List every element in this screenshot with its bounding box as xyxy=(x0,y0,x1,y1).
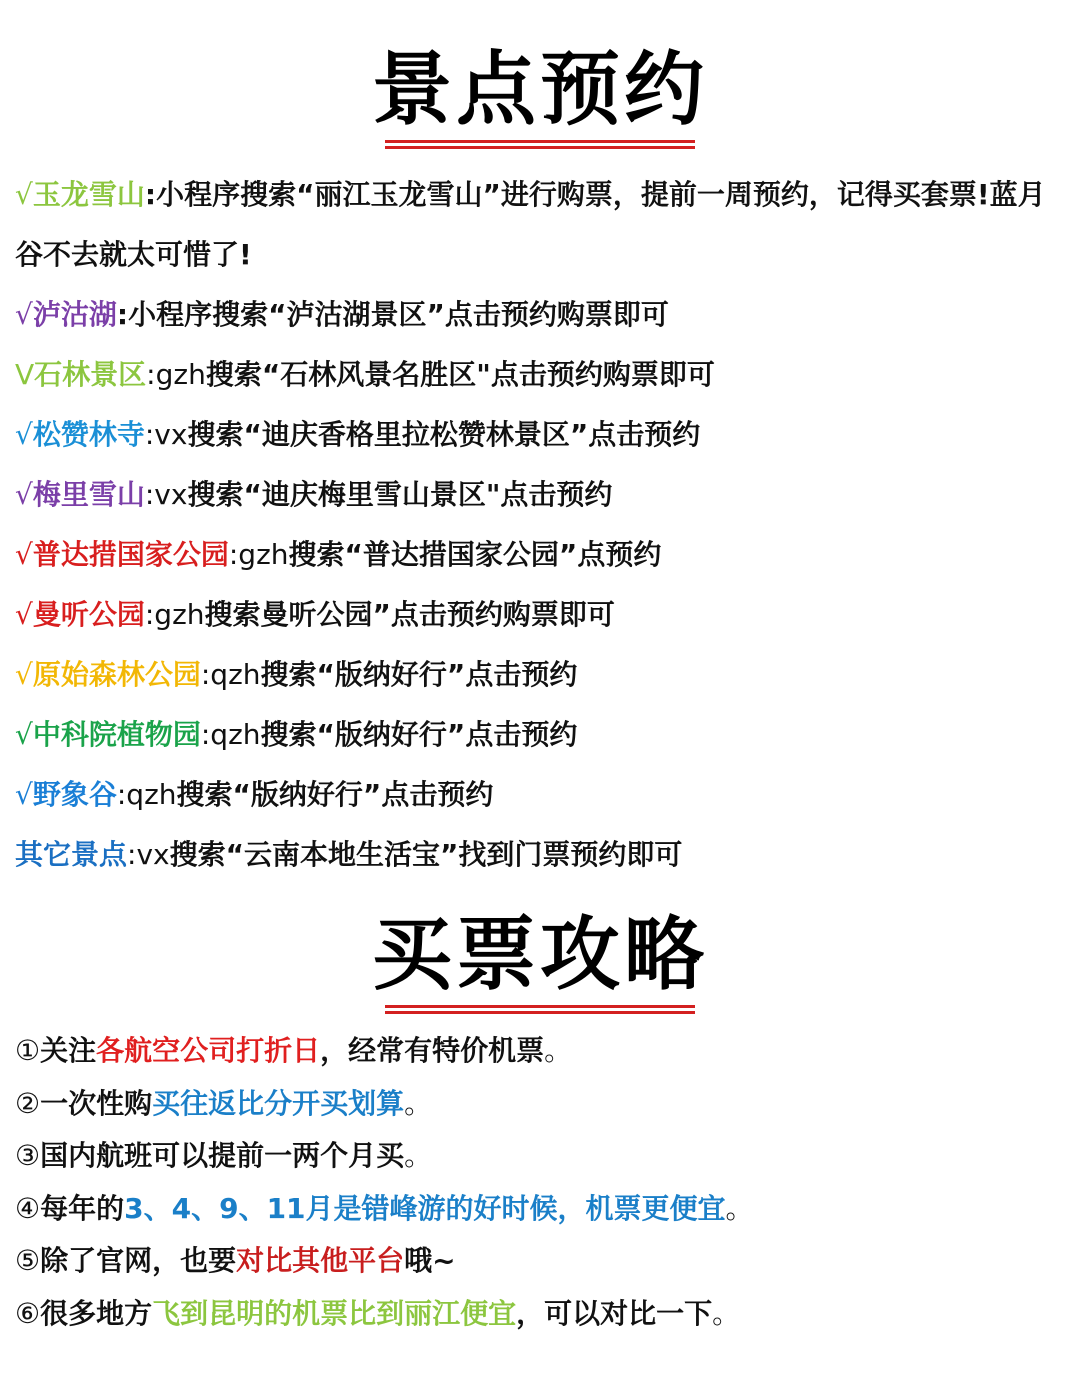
tip-number: ⑥ xyxy=(15,1296,41,1330)
tip-item xyxy=(15,1130,1065,1183)
tip-text: 关注 xyxy=(40,1034,97,1067)
tip-item xyxy=(15,1078,1065,1131)
tip-item xyxy=(15,1235,1065,1288)
tip-highlight: 对比其他平台 xyxy=(236,1244,405,1277)
page-title: 景点预约 xyxy=(372,43,708,136)
tip-number: ② xyxy=(15,1086,41,1120)
booking-instruction: 搜索“迪庆梅里雪山景区"点击预约 xyxy=(187,478,613,511)
check-mark-icon: √ xyxy=(15,718,33,751)
attraction-item xyxy=(15,405,1065,465)
tip-text: 除了官网，也要 xyxy=(40,1244,237,1277)
separator: : xyxy=(116,778,127,811)
separator: : xyxy=(228,538,239,571)
tip-text: 一次性购 xyxy=(40,1086,153,1120)
tip-punctuation: 。 xyxy=(725,1191,754,1225)
tip-punctuation: 。 xyxy=(404,1086,433,1120)
separator: : xyxy=(116,298,129,331)
tip-punctuation: 。 xyxy=(712,1296,741,1330)
attraction-item xyxy=(15,585,1065,645)
separator: : xyxy=(200,718,211,751)
attraction-item xyxy=(15,705,1065,765)
tips-list xyxy=(15,1025,1065,1340)
section-header-attraction-booking xyxy=(0,40,1080,149)
platform-abbrev: qzh xyxy=(210,718,261,751)
tip-text: 国内航班可以提前一两个月买 xyxy=(40,1139,405,1172)
tip-number: ④ xyxy=(15,1191,41,1225)
attraction-item xyxy=(15,645,1065,705)
tip-item xyxy=(15,1183,1065,1236)
attraction-name: 泸沽湖 xyxy=(32,298,117,331)
attraction-name: 野象谷 xyxy=(32,778,117,811)
attraction-name: 石林景区 xyxy=(34,358,147,391)
check-mark-icon: √ xyxy=(15,538,33,571)
tip-number: ③ xyxy=(15,1139,41,1172)
check-mark-icon: √ xyxy=(15,478,33,511)
attraction-name: 松赞林寺 xyxy=(32,418,145,451)
separator: : xyxy=(144,178,157,211)
tip-text: ，经常有特价机票 xyxy=(320,1034,545,1067)
tip-number: ⑤ xyxy=(15,1244,41,1277)
tip-text: 哦~ xyxy=(404,1244,456,1277)
tip-highlight: 3、4、9、11月是错峰游的好时候，机票更便宜 xyxy=(124,1191,726,1225)
booking-instruction: 搜索“版纳好行”点击预约 xyxy=(260,718,578,751)
booking-instruction: 搜索“版纳好行”点击预约 xyxy=(176,778,494,811)
tip-item xyxy=(15,1025,1065,1078)
tip-highlight: 各航空公司打折日 xyxy=(96,1034,321,1067)
attraction-list xyxy=(15,165,1065,885)
title-underline xyxy=(385,140,695,149)
separator: : xyxy=(144,478,155,511)
attraction-item xyxy=(15,765,1065,825)
check-mark-icon: √ xyxy=(15,418,33,451)
attraction-name: 其它景点 xyxy=(15,838,128,871)
platform-abbrev: gzh xyxy=(238,538,289,571)
platform-abbrev: gzh xyxy=(154,598,205,631)
booking-instruction: 搜索“普达措国家公园”点预约 xyxy=(288,538,662,571)
tip-text: ，可以对比一下 xyxy=(516,1296,713,1330)
tip-punctuation: 。 xyxy=(404,1139,433,1172)
attraction-item xyxy=(15,165,1065,285)
check-mark-icon: √ xyxy=(15,298,33,331)
separator: : xyxy=(146,358,156,391)
separator: : xyxy=(127,838,137,871)
booking-instruction: 搜索曼听公园”点击预约购票即可 xyxy=(204,598,615,631)
platform-abbrev: qzh xyxy=(126,778,177,811)
platform-abbrev: qzh xyxy=(210,658,261,691)
tip-highlight: 飞到昆明的机票比到丽江便宜 xyxy=(152,1296,517,1330)
separator: : xyxy=(144,418,155,451)
booking-instruction: 小程序搜索“丽江玉龙雪山”进行购票，提前一周预约，记得买套票!蓝月谷不去就太可惜了! xyxy=(15,178,1046,271)
section-title: 买票攻略 xyxy=(372,908,708,1001)
attraction-item xyxy=(15,525,1065,585)
booking-instruction: 搜索“迪庆香格里拉松赞林景区”点击预约 xyxy=(187,418,701,451)
platform-abbrev: vx xyxy=(154,478,188,511)
title-underline xyxy=(385,1005,695,1014)
platform-abbrev: vx xyxy=(154,418,188,451)
attraction-name: 玉龙雪山 xyxy=(32,178,145,211)
separator: : xyxy=(200,658,211,691)
check-mark-icon: V xyxy=(15,358,35,391)
section-header-ticket-tips xyxy=(0,905,1080,1014)
attraction-name: 普达措国家公园 xyxy=(32,538,229,571)
platform-abbrev: vx xyxy=(136,838,170,871)
tip-item xyxy=(15,1288,1065,1341)
tip-highlight: 买往返比分开买划算 xyxy=(152,1086,405,1120)
booking-instruction: 搜索“云南本地生活宝”找到门票预约即可 xyxy=(169,838,683,871)
attraction-name: 曼听公园 xyxy=(32,598,145,631)
attraction-item xyxy=(15,465,1065,525)
booking-instruction: 小程序搜索“泸沽湖景区”点击预约购票即可 xyxy=(128,298,669,331)
separator: : xyxy=(144,598,155,631)
check-mark-icon: √ xyxy=(15,178,33,211)
tip-number: ① xyxy=(15,1034,41,1067)
check-mark-icon: √ xyxy=(15,778,33,811)
attraction-name: 梅里雪山 xyxy=(32,478,145,511)
tip-text: 很多地方 xyxy=(40,1296,153,1330)
attraction-name: 原始森林公园 xyxy=(32,658,201,691)
attraction-item xyxy=(15,825,1065,885)
tip-punctuation: 。 xyxy=(544,1034,573,1067)
attraction-name: 中科院植物园 xyxy=(32,718,201,751)
booking-instruction: 搜索“版纳好行”点击预约 xyxy=(260,658,578,691)
booking-instruction: 搜索“石林风景名胜区"点击预约购票即可 xyxy=(205,358,715,391)
platform-abbrev: gzh xyxy=(155,358,206,391)
tip-text: 每年的 xyxy=(40,1191,125,1225)
check-mark-icon: √ xyxy=(15,658,33,691)
attraction-item xyxy=(15,345,1065,405)
check-mark-icon: √ xyxy=(15,598,33,631)
attraction-item xyxy=(15,285,1065,345)
